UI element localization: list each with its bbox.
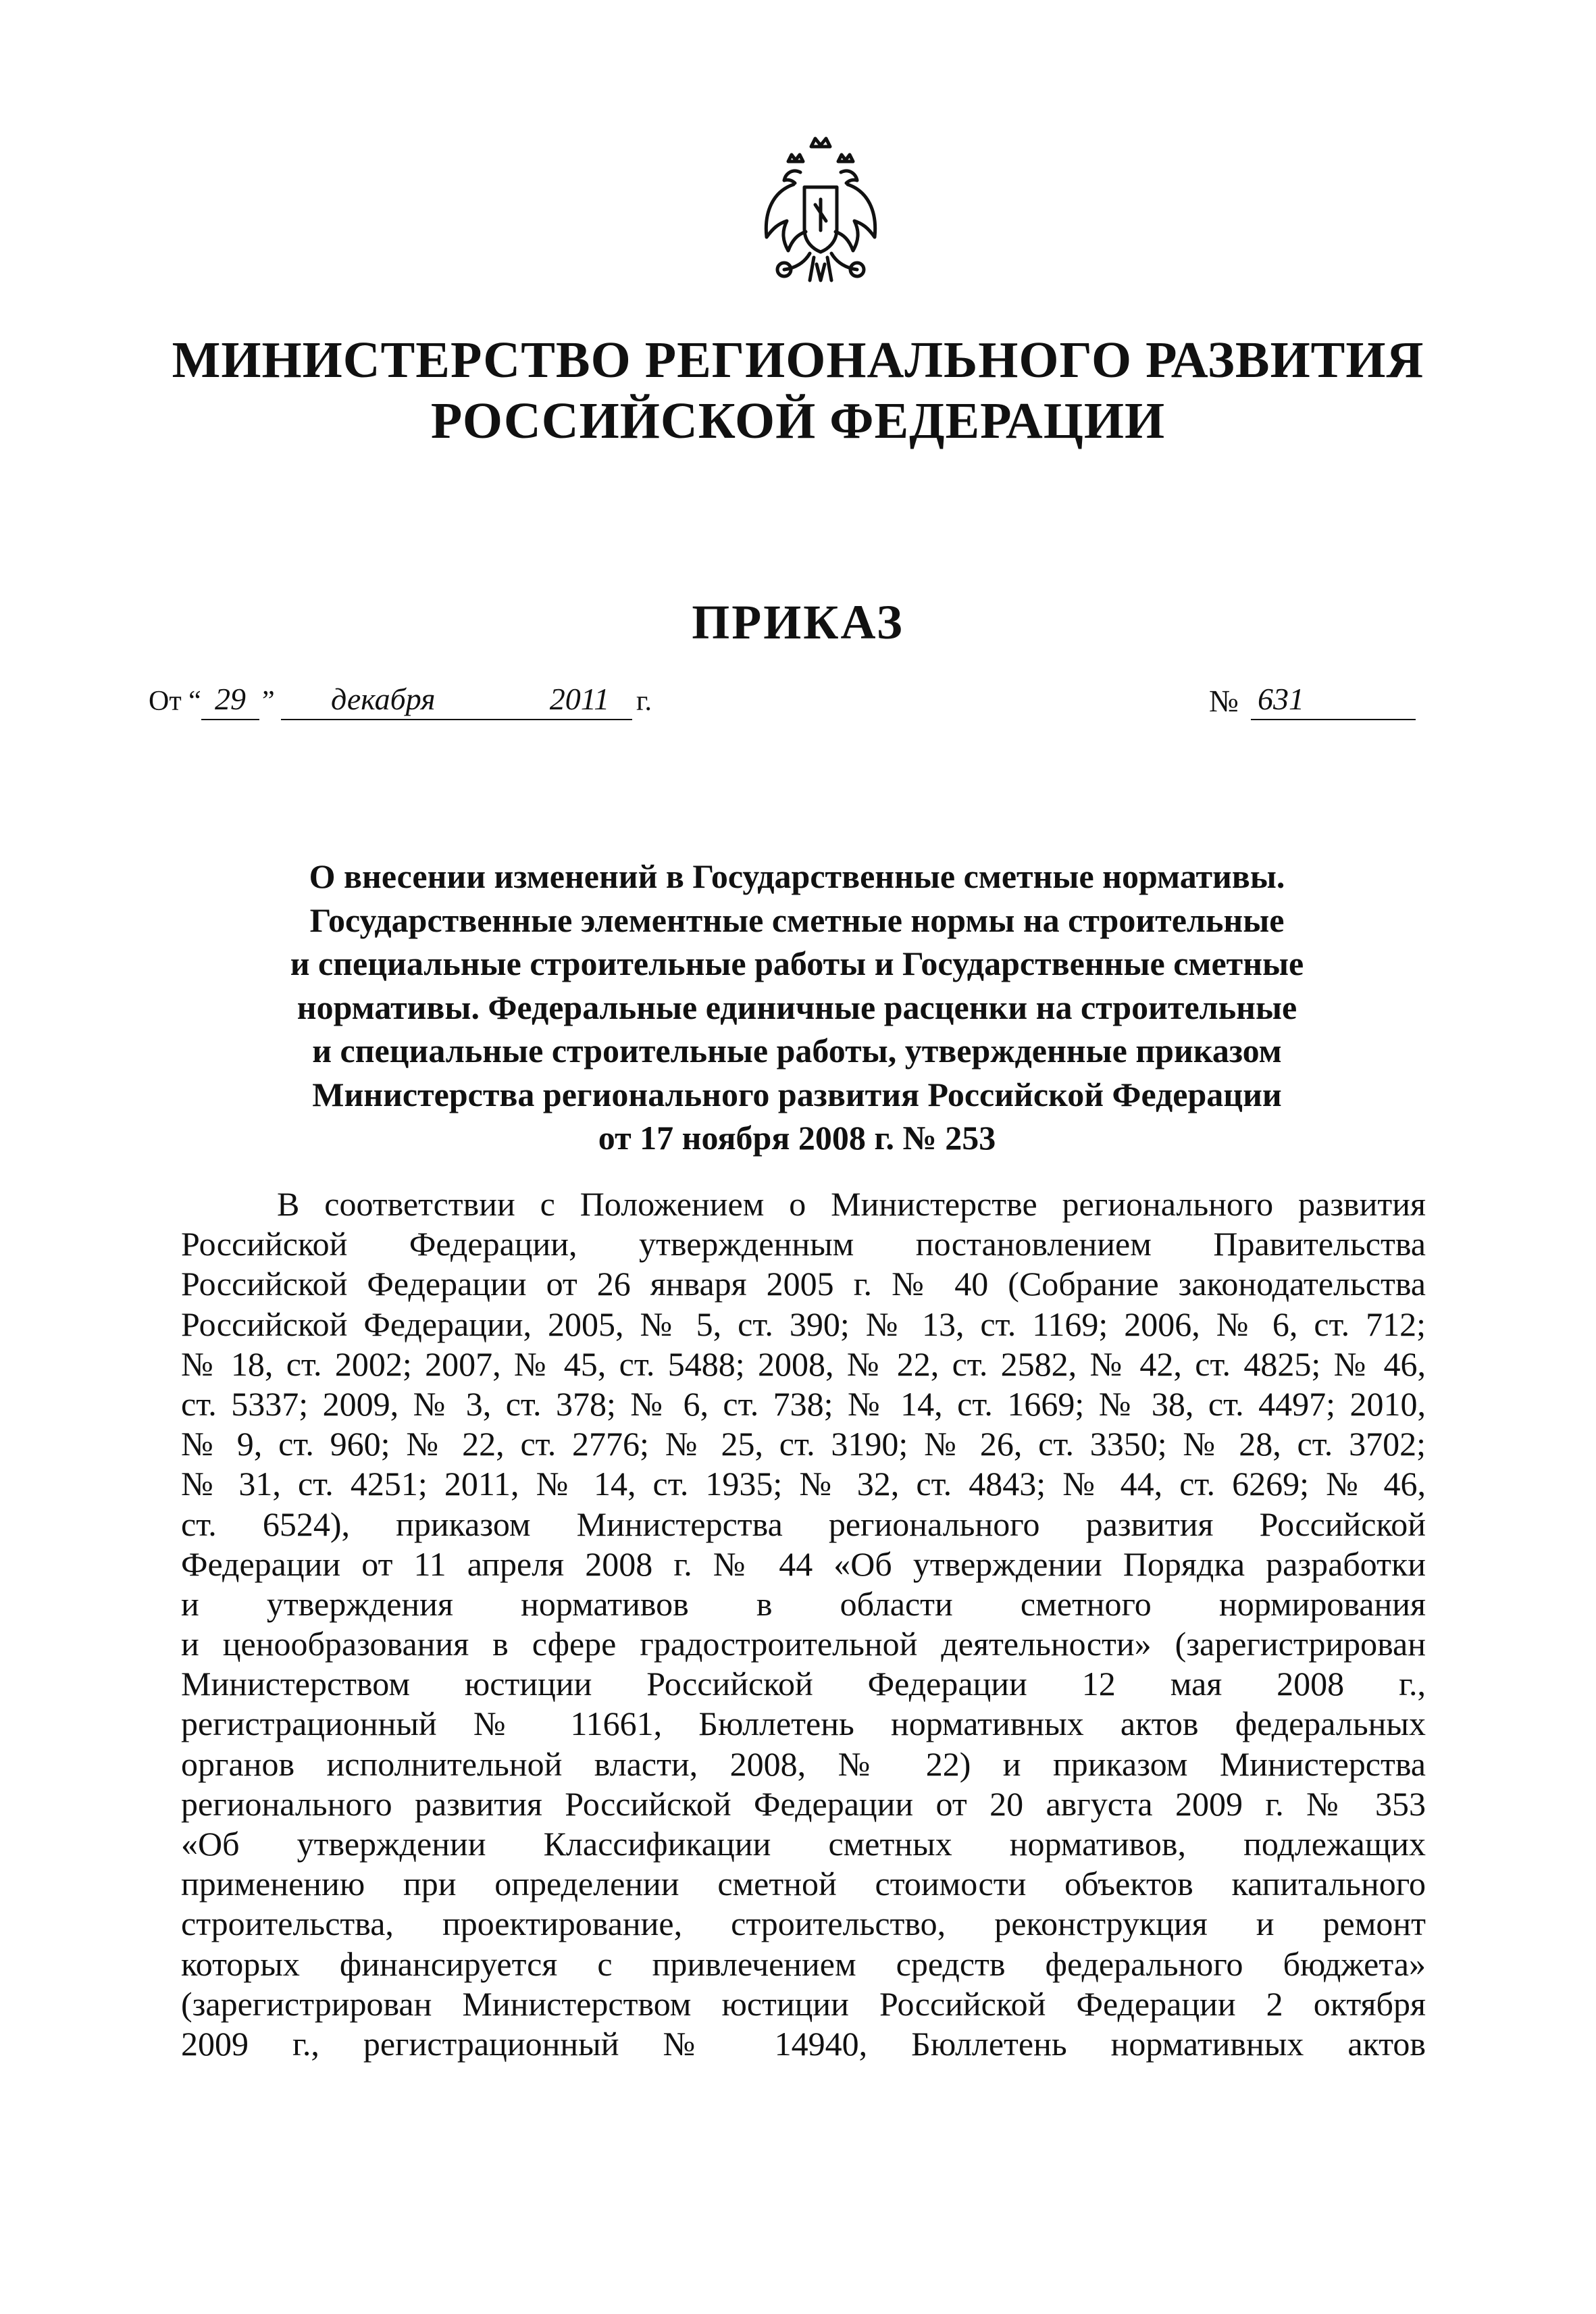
number-value: 631 <box>1251 681 1416 720</box>
subject-line: О внесении изменений в Государственные сметные нормативы. <box>309 857 1285 895</box>
ministry-name-line1: МИНИСТЕРСТВО РЕГИОНАЛЬНОГО РАЗВИТИЯ <box>172 332 1424 388</box>
body-line: Российской Федерации, утвержденным постановлением Правительства <box>181 1225 1426 1263</box>
date-year-suffix: г. <box>636 686 652 717</box>
body-line: Министерством юстиции Российской Федерации 12 мая 2008 г., <box>181 1665 1426 1703</box>
body-line: применению при определении сметной стоимости объектов капитального <box>181 1865 1426 1903</box>
body-line: и ценообразования в сфере градостроительной деятельности» (зарегистрирован <box>181 1625 1426 1663</box>
coat-of-arms-icon <box>753 132 888 294</box>
date-quote-close: ” <box>262 686 275 717</box>
subject-line: нормативы. Федеральные единичные расценки на строительные <box>297 988 1297 1026</box>
body-line: которых финансируется с привлечением средств федерального бюджета» <box>181 1944 1426 1983</box>
body-line: № 18, ст. 2002; 2007, № 45, ст. 5488; 2008, № 22, ст. 2582, № 42, ст. 4825; № 46, <box>181 1344 1426 1383</box>
ministry-name-line2: РОССИЙСКОЙ ФЕДЕРАЦИИ <box>430 393 1166 449</box>
body-line: № 31, ст. 4251; 2011, № 14, ст. 1935; № 32, ст. 4843; № 44, ст. 6269; № 46, <box>181 1465 1426 1503</box>
body-line: ст. 5337; 2009, № 3, ст. 378; № 6, ст. 738; № 14, ст. 1669; № 38, ст. 4497; 2010, <box>181 1384 1426 1423</box>
body-line: «Об утверждении Классификации сметных нормативов, подлежащих <box>181 1825 1426 1863</box>
body-line: В соответствии с Положением о Министерстве регионального развития <box>277 1185 1426 1223</box>
subject-line: Государственные элементные сметные нормы на строительные <box>309 901 1285 939</box>
document-type-title: ПРИКАЗ <box>692 595 904 649</box>
date-prefix: От “ <box>149 686 201 717</box>
body-line: и утверждения нормативов в области сметного нормирования <box>181 1584 1426 1623</box>
date-month: декабря <box>281 681 527 720</box>
date-year: 2011 <box>527 681 632 720</box>
body-line: регионального развития Российской Федерации от 20 августа 2009 г. № 353 <box>181 1784 1426 1823</box>
body-line: Федерации от 11 апреля 2008 г. № 44 «Об утверждении Порядка разработки <box>181 1544 1426 1583</box>
subject-line: и специальные строительные работы и Государственные сметные <box>290 945 1304 982</box>
body-line: строительства, проектирование, строительство, реконструкция и ремонт <box>181 1905 1426 1943</box>
body-line: ст. 6524), приказом Министерства регионального развития Российской <box>181 1505 1426 1543</box>
body-line: 2009 г., регистрационный № 14940, Бюллетень нормативных актов <box>181 2024 1426 2063</box>
body-line: (зарегистрирован Министерством юстиции Российской Федерации 2 октября <box>181 1984 1426 2023</box>
subject-line: Министерства регионального развития Российской Федерации <box>312 1075 1282 1113</box>
date-day: 29 <box>201 681 259 720</box>
body-line: регистрационный № 11661, Бюллетень нормативных актов федеральных <box>181 1705 1426 1743</box>
subject-line: и специальные строительные работы, утвержденные приказом <box>312 1032 1282 1070</box>
number-sign: № <box>1209 684 1239 718</box>
body-line: № 9, ст. 960; № 22, ст. 2776; № 25, ст. 3190; № 26, ст. 3350; № 28, ст. 3702; <box>181 1425 1426 1463</box>
body-line: Российской Федерации, 2005, № 5, ст. 390; № 13, ст. 1169; 2006, № 6, ст. 712; <box>181 1305 1426 1343</box>
order-body-paragraph <box>181 1184 1426 2064</box>
subject-line: от 17 ноября 2008 г. № 253 <box>598 1119 996 1157</box>
body-line: Российской Федерации от 26 января 2005 г. № 40 (Собрание законодательства <box>181 1265 1426 1303</box>
order-subject <box>189 855 1405 1160</box>
body-line: органов исполнительной власти, 2008, № 22) и приказом Министерства <box>181 1744 1426 1783</box>
